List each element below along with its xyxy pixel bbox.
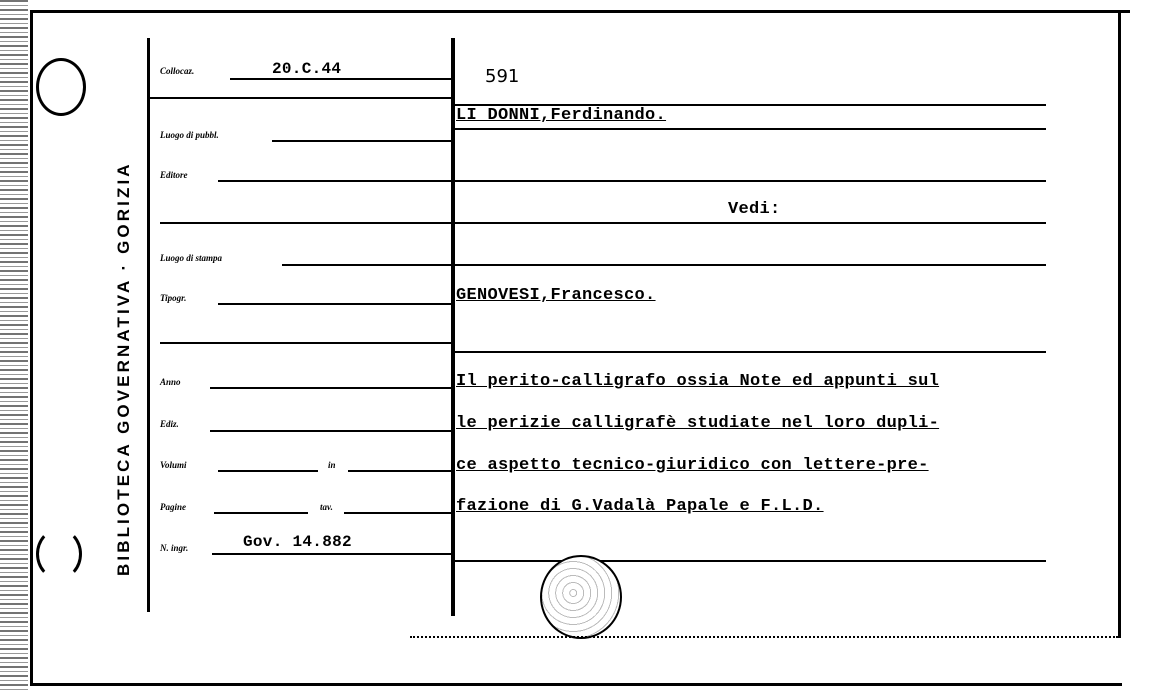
- middle-column-rule: [451, 38, 455, 616]
- see-label: Vedi:: [728, 200, 781, 219]
- rule-editore: [218, 180, 1046, 182]
- value-collocazione: 20.C.44: [272, 60, 342, 78]
- library-stamp: [540, 555, 622, 639]
- card-top-edge: [30, 10, 1130, 13]
- label-luogo-stampa: Luogo di stampa: [160, 253, 223, 263]
- value-n-ingr: Gov. 14.882: [243, 533, 352, 551]
- title-line-4: fazione di G.Vadalà Papale e F.L.D.: [456, 497, 824, 516]
- left-margin-rule: [147, 38, 150, 612]
- label-editore: Editore: [160, 170, 188, 180]
- title-line-1: Il perito-calligrafo ossia Note ed appunti sul: [456, 372, 940, 391]
- rule-r-sep: [455, 351, 1046, 353]
- title-line-3: ce aspetto tecnico-giuridico con lettere-pre-: [456, 456, 929, 475]
- punch-hole-top: [36, 58, 86, 116]
- rule-row-editore-2: [160, 222, 1046, 224]
- label-ediz: Ediz.: [160, 419, 179, 429]
- rule-tipogr: [218, 303, 452, 305]
- label-tipogr: Tipogr.: [160, 293, 187, 303]
- label-volumi-in: in: [328, 460, 336, 470]
- rule-luogo-pubbl: [272, 140, 452, 142]
- rule-n-ingr: [212, 553, 452, 555]
- perforated-edge: [0, 0, 28, 693]
- rule-row-tipogr-2: [160, 342, 452, 344]
- card-right-edge: [1118, 10, 1121, 638]
- rule-volumi-in: [348, 470, 452, 472]
- rule-luogo-stampa: [282, 264, 1046, 266]
- label-pagine: Pagine: [160, 502, 186, 512]
- rule-pagine: [214, 512, 308, 514]
- institution-name: BIBLIOTECA GOVERNATIVA · GORIZIA: [114, 161, 133, 576]
- rule-ediz: [210, 430, 452, 432]
- label-volumi: Volumi: [160, 460, 187, 470]
- rule-collocazione: [230, 78, 452, 80]
- rule-r2: [455, 128, 1046, 130]
- handwritten-number: 591: [485, 66, 520, 87]
- label-anno: Anno: [160, 377, 181, 387]
- rule-pagine-tav: [344, 512, 452, 514]
- bottom-dotted-rule: [410, 636, 1118, 638]
- label-collocazione: Collocaz.: [160, 66, 195, 76]
- see-author: GENOVESI,Francesco.: [456, 286, 656, 305]
- rule-row-2-left: [150, 97, 452, 99]
- label-n-ingr: N. ingr.: [160, 543, 189, 553]
- rule-anno: [210, 387, 452, 389]
- rule-r-bottom: [455, 560, 1046, 562]
- title-line-2: le perizie calligrafè studiate nel loro dupli-: [456, 414, 940, 433]
- author-heading: LI DONNI,Ferdinando.: [456, 106, 667, 125]
- punch-hole-bottom: [36, 528, 82, 580]
- label-luogo-pubbl: Luogo di pubbl.: [160, 130, 219, 140]
- label-pagine-tav: tav.: [320, 502, 333, 512]
- rule-volumi: [218, 470, 318, 472]
